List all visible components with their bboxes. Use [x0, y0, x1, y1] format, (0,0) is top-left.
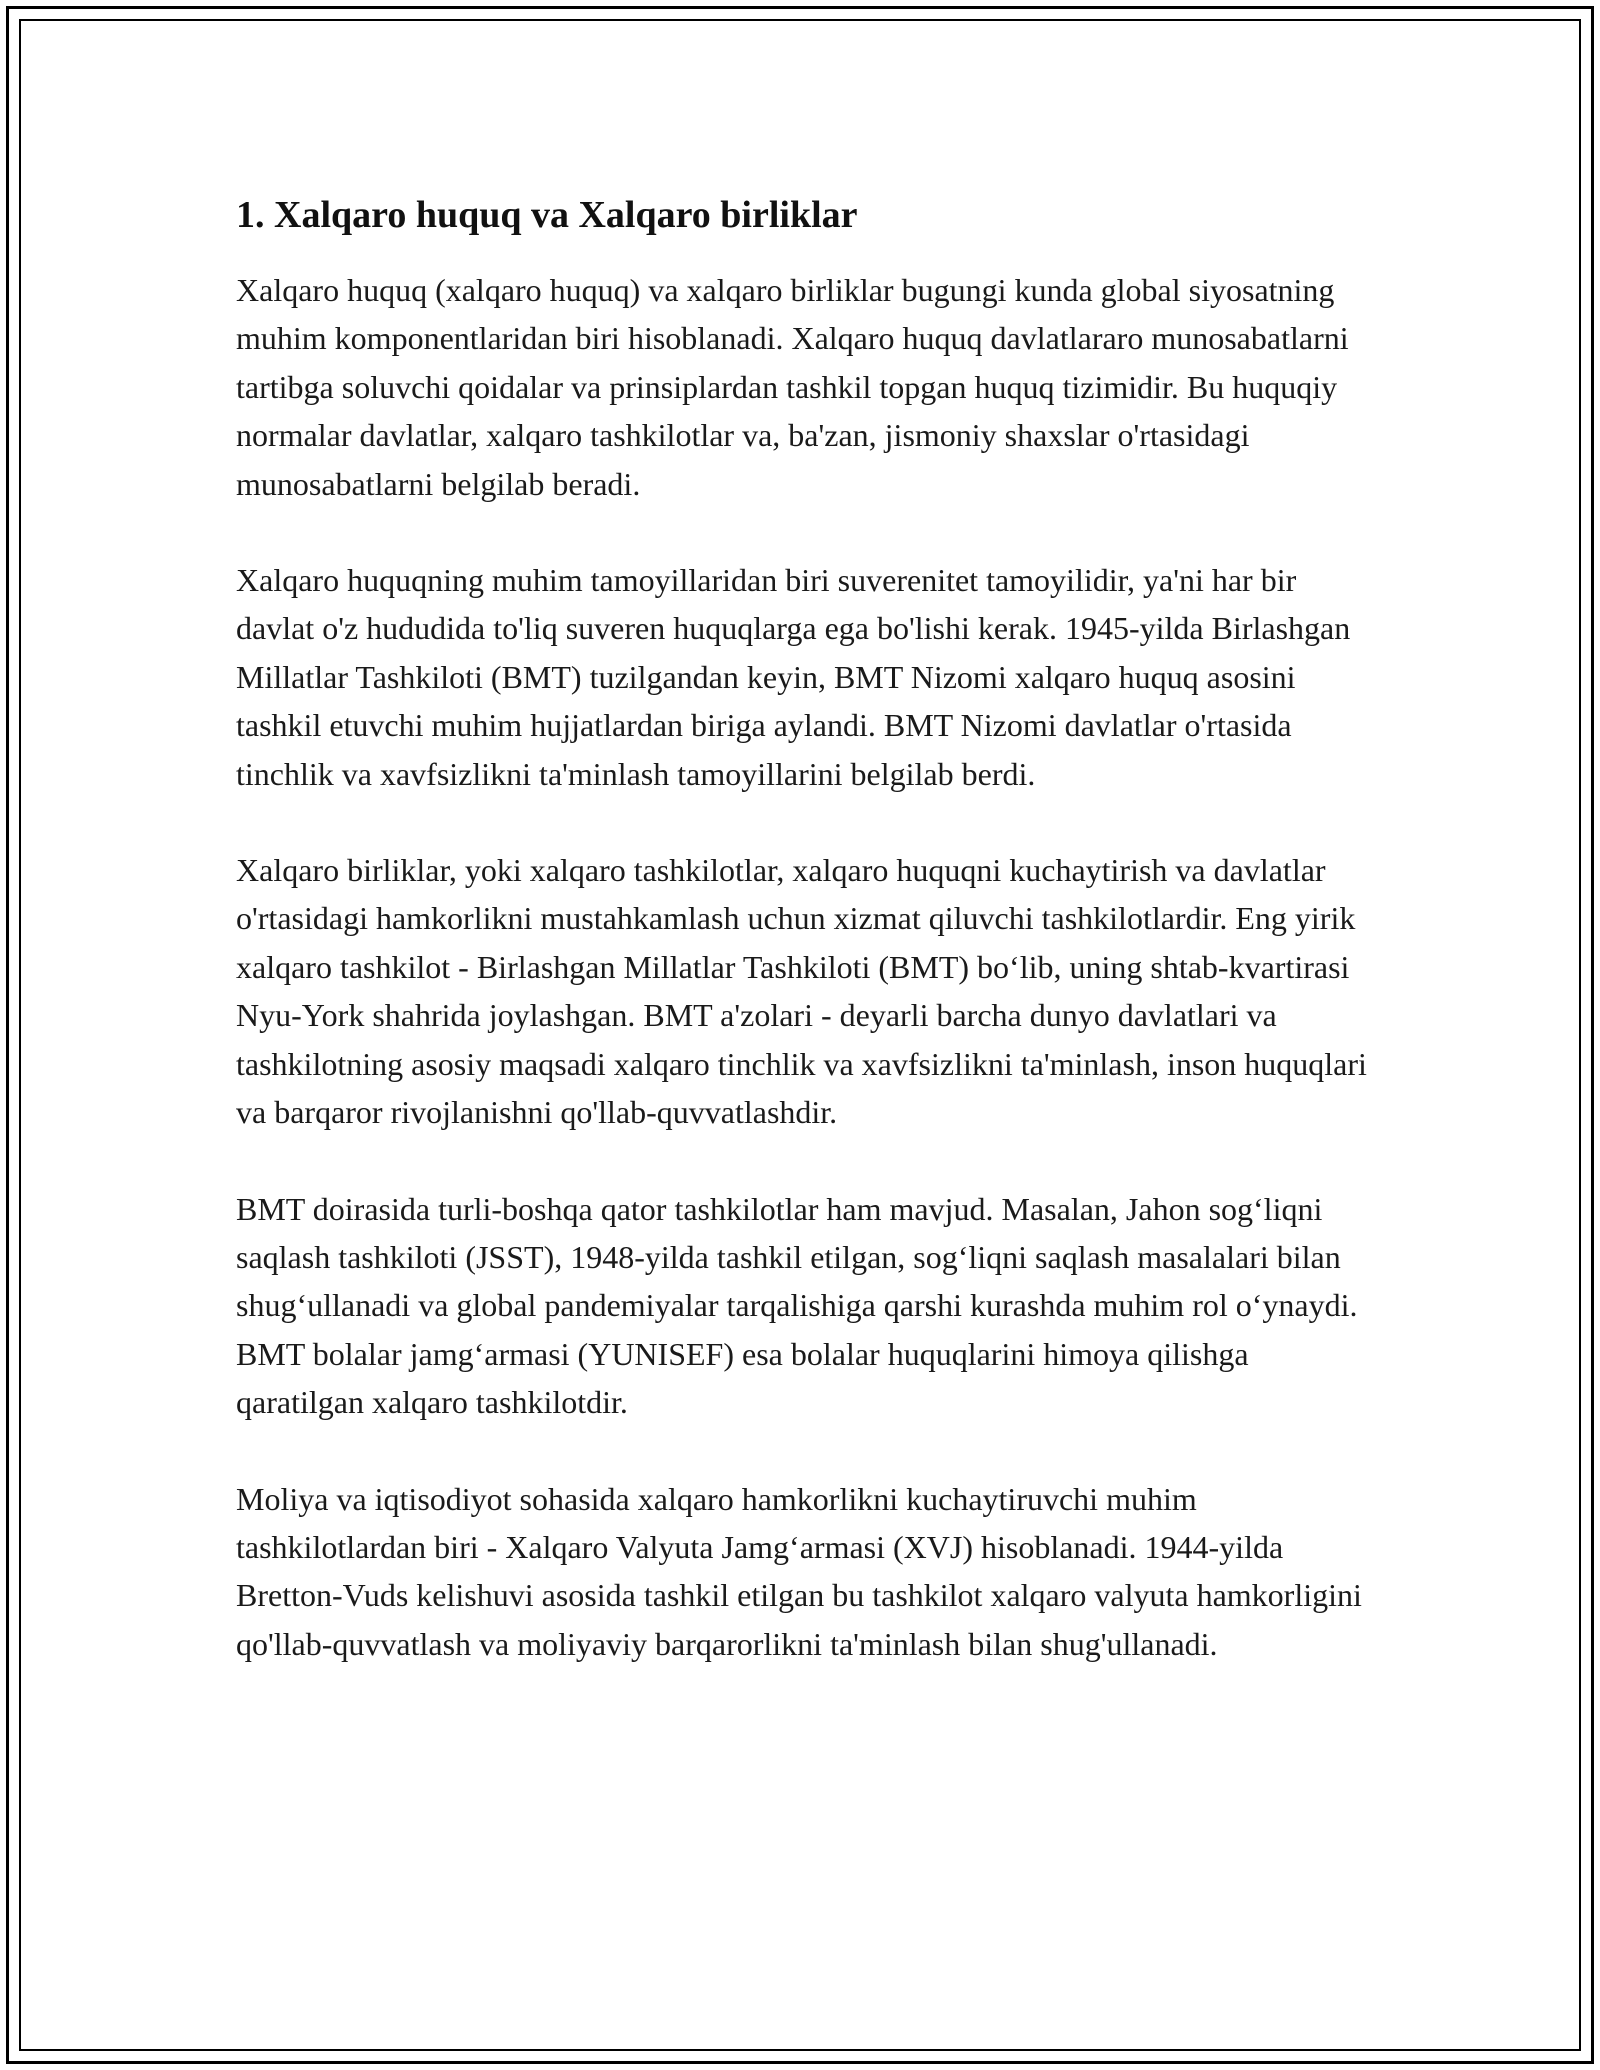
paragraph-1: Xalqaro huquq (xalqaro huquq) va xalqaro birliklar bugungi kunda global siyosatning muhim komponentlaridan biri hisoblanadi. Xalqaro huquq davlatlararo munosabatlarni tartibga soluvchi qoidalar va prinsiplardan tashkil topgan huquq tizimidir. Bu huquqiy normalar davlatlar, xalqaro tashkilotlar va, ba'zan, jismoniy shaxslar o'rtasidagi munosabatlarni belgilab beradi. [236, 272, 1349, 502]
page-title: 1. Xalqaro huquq va Xalqaro birliklar [236, 194, 858, 236]
paragraph-5: Moliya va iqtisodiyot sohasida xalqaro hamkorlikni kuchaytiruvchi muhim tashkilotlardan biri - Xalqaro Valyuta Jamg‘armasi (XVJ) hisoblanadi. 1944-yilda Bretton-Vuds kelishuvi asosida tashkil etilgan bu tashkilot xalqaro valyuta hamkorligini qo'llab-quvvatlash va moliyaviy barqarorlikni ta'minlash bilan shug'ullanadi. [236, 1480, 1362, 1662]
document-body [236, 190, 1376, 1668]
paragraph-2: Xalqaro huquqning muhim tamoyillaridan biri suverenitet tamoyilidir, ya'ni har bir davlat o'z hududida to'liq suveren huquqlarga ega bo'lishi kerak. 1945-yilda Birlashgan Millatlar Tashkiloti (BMT) tuzilgandan keyin, BMT Nizomi xalqaro huquq asosini tashkil etuvchi muhim hujjatlardan biriga aylandi. BMT Nizomi davlatlar o'rtasida tinchlik va xavfsizlikni ta'minlash tamoyillarini belgilab berdi. [236, 562, 1351, 792]
paragraph-3: Xalqaro birliklar, yoki xalqaro tashkilotlar, xalqaro huquqni kuchaytirish va davlatlar o'rtasidagi hamkorlikni mustahkamlash uchun xizmat qiluvchi tashkilotlardir. Eng yirik xalqaro tashkilot - Birlashgan Millatlar Tashkiloti (BMT) bo‘lib, uning shtab-kvartirasi Nyu-York shahrida joylashgan. BMT a'zolari - deyarli barcha dunyo davlatlari va tashkilotning asosiy maqsadi xalqaro tinchlik va xavfsizlikni ta'minlash, inson huquqlari va barqaror rivojlanishni qo'llab-quvvatlashdir. [236, 852, 1367, 1131]
paragraph-4: BMT doirasida turli-boshqa qator tashkilotlar ham mavjud. Masalan, Jahon sog‘liqni saqlash tashkiloti (JSST), 1948-yilda tashkil etilgan, sog‘liqni saqlash masalalari bilan shug‘ullanadi va global pandemiyalar tarqalishiga qarshi kurashda muhim rol o‘ynaydi. BMT bolalar jamg‘armasi (YUNISEF) esa bolalar huquqlarini himoya qilishga qaratilgan xalqaro tashkilotdir. [236, 1190, 1358, 1421]
